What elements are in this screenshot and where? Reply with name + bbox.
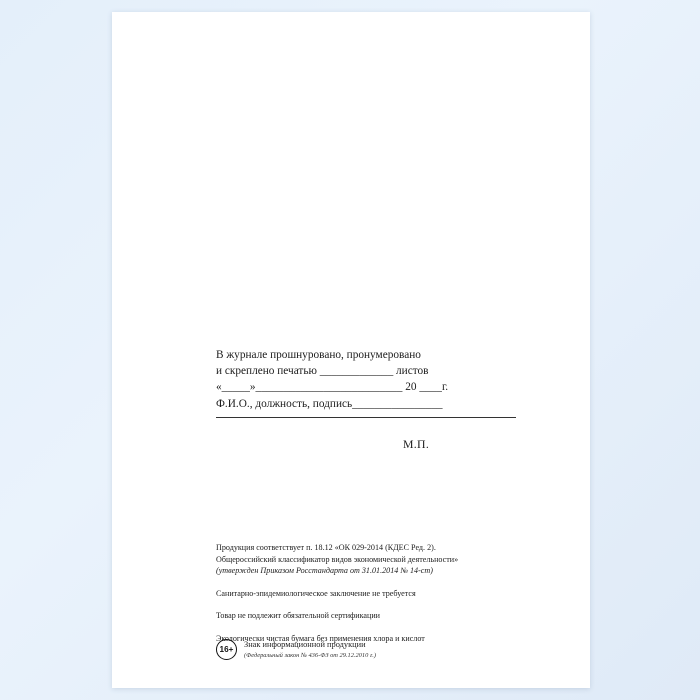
document-body	[112, 12, 590, 688]
age-rating-title: Знак информационной продукции	[244, 640, 366, 649]
product-compliance-line-3: (утвержден Приказом Росстандарта от 31.01.2014 № 14-ст)	[216, 566, 433, 575]
sanitary-note: Санитарно-эпидемиологическое заключение не требуется	[216, 588, 416, 598]
spacer-2	[216, 599, 566, 610]
document-page	[112, 12, 590, 688]
paper-note: Экологически чистая бумага без применения хлора и кислот	[216, 633, 425, 643]
certification-line-4: Ф.И.О., должность, подпись________________	[216, 397, 443, 410]
certification-line-2: и скреплено печатью _____________ листов	[216, 365, 429, 378]
age-rating-badge: 16+	[216, 639, 237, 660]
age-rating-law: (Федеральный закон № 436-ФЗ от 29.12.2010 г.)	[244, 652, 377, 659]
spacer-1	[216, 577, 566, 588]
spacer-3	[216, 622, 566, 633]
age-rating-row	[216, 639, 376, 660]
legal-block	[216, 542, 566, 644]
age-rating-text	[244, 639, 376, 660]
certification-line-3: «_____»__________________________ 20 ____г.	[216, 381, 449, 394]
product-compliance-line-1: Продукция соответствует п. 18.12 «ОК 029-2014 (КДЕС Ред. 2).	[216, 543, 436, 552]
stamp-place-mark: М.П.	[403, 437, 430, 451]
signature-rule	[216, 416, 516, 418]
certification-block	[216, 347, 546, 418]
product-compliance-line-2: Общероссийский классификатор видов экономической деятельности»	[216, 554, 459, 564]
certification-note: Товар не подлежит обязательной сертификации	[216, 611, 381, 620]
certification-line-1: В журнале прошнуровано, пронумеровано	[216, 349, 421, 361]
